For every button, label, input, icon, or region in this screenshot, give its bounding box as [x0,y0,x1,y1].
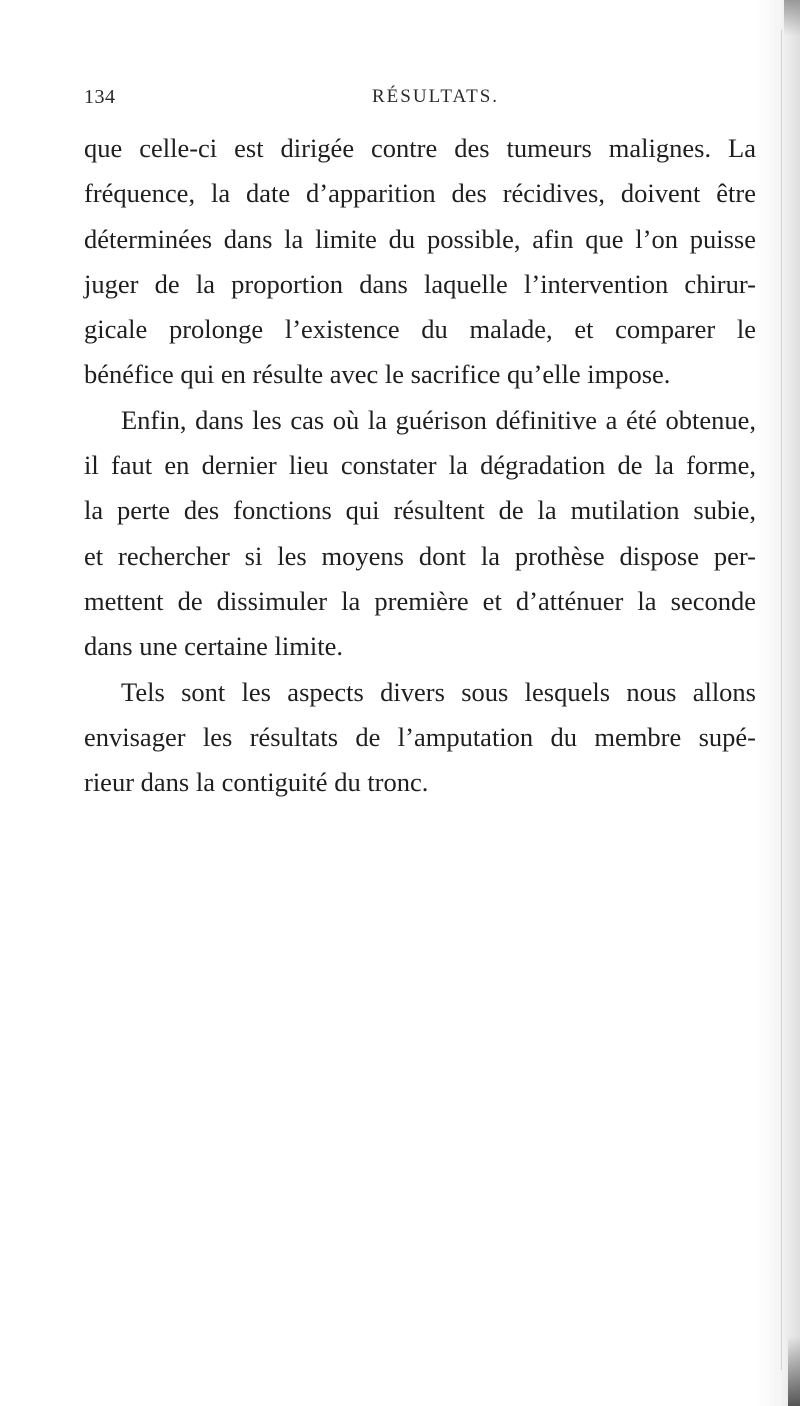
text-line: la perte des fonctions qui résultent de la mutilation subie, [84,495,756,526]
page-corner-mark [784,0,800,36]
text-line: dans une certaine limite. [84,631,344,662]
text-line: gicale prolonge l’existence du malade, et comparer le [84,314,756,345]
running-title: RÉSULTATS. [372,86,500,107]
page-corner-mark [788,1336,800,1406]
text-line: mettent de dissimuler la première et d’atténuer la seconde [84,585,756,616]
text-line: juger de la proportion dans laquelle l’intervention chirur- [84,268,756,299]
text-line: bénéfice qui en résulte avec le sacrifice qu’elle impose. [84,359,671,390]
text-line: et rechercher si les moyens dont la prothèse dispose per- [84,540,756,571]
text-line: Tels sont les aspects divers sous lesquels nous allons [121,676,756,707]
text-line: envisager les résultats de l’amputation du membre supé- [84,721,756,752]
body-text [84,126,756,805]
page-edge-shadow [756,0,800,1406]
text-line: Enfin, dans les cas où la guérison définitive a été obtenue, [121,404,756,435]
running-head [84,86,756,116]
text-line: fréquence, la date d’apparition des récidives, doivent être [84,178,756,209]
text-line: que celle-ci est dirigée contre des tumeurs malignes. La [84,133,756,163]
page-number: 134 [84,86,116,108]
text-line: déterminées dans la limite du possible, afin que l’on puisse [84,223,756,254]
page-gutter-line [781,30,782,1370]
text-line: il faut en dernier lieu constater la dégradation de la forme, [84,450,756,481]
text-line: rieur dans la contiguité du tronc. [84,767,429,798]
